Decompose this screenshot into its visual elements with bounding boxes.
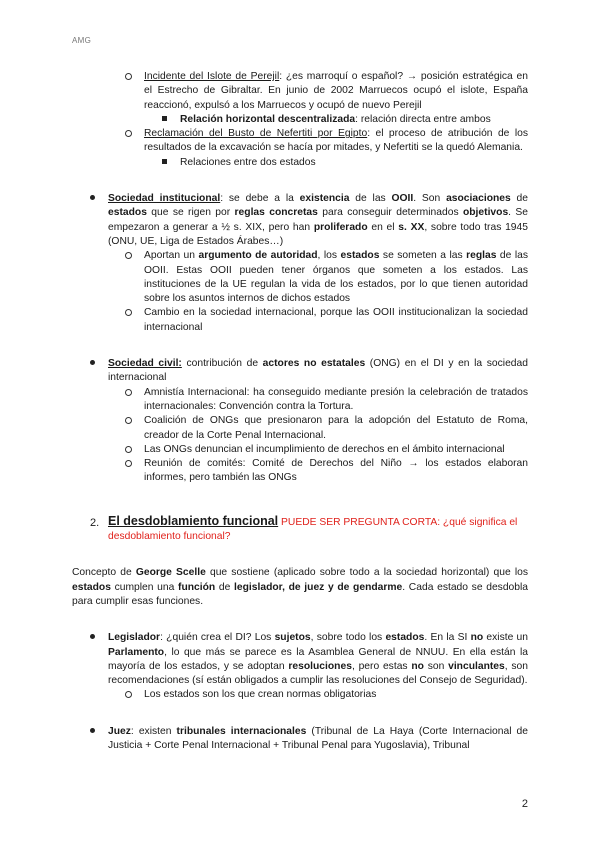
item-title: Sociedad civil: bbox=[108, 358, 182, 370]
hollow-bullet-icon bbox=[120, 414, 136, 428]
list-item bbox=[72, 457, 528, 486]
bullet-icon bbox=[84, 357, 100, 371]
list-item-sociedad-civil: Sociedad civil: contribución de actores no estatales (ONG) en el DI y en la sociedad internacional bbox=[72, 357, 528, 386]
item-text: Cambio en la sociedad internacional, porque las OOII institucionalizan la sociedad internacional bbox=[144, 307, 528, 333]
list-item-juez: Juez: existen tribunales internacionales (Tribunal de La Haya (Corte Internacional de Justicia + Corte Penal Internacional + Tribunal Penal para Yugoslavia), Tribunal bbox=[72, 725, 528, 754]
hollow-bullet-icon bbox=[120, 127, 136, 141]
list-item-relaciones bbox=[72, 156, 528, 170]
page-header: AMG bbox=[72, 36, 92, 45]
item-bold: Relación horizontal descentralizada bbox=[180, 113, 356, 125]
hollow-bullet-icon bbox=[120, 443, 136, 457]
list-item-normas bbox=[72, 688, 528, 702]
section-number: 2. bbox=[90, 516, 100, 529]
item-title: Juez bbox=[108, 725, 131, 737]
list-item bbox=[72, 414, 528, 443]
list-item-nefertiti bbox=[72, 127, 528, 156]
item-text: Coalición de ONGs que presionaron para la adopción del Estatuto de Roma, creador de la Corte Penal Internacional. bbox=[144, 415, 528, 441]
page-content bbox=[72, 70, 528, 753]
list-item-sociedad-institucional: Sociedad institucional: se debe a la existencia de las OOII. Son asociaciones de estados que se rigen por reglas concretas para conseguir determinados objetivos. Se empezaron a generar a ½ s. XIX, pero han proliferado en el s. XX, sobre todo tras 1945 (ONU, UE, Liga de Estados Árabes…) bbox=[72, 192, 528, 249]
list-item-legislador: Legislador: ¿quién crea el DI? Los sujetos, sobre todo los estados. En la SI no existe un Parlamento, lo que más se parece es la Asamblea General de NNUU. En ella están la mayoría de los estados, y se adoptan resoluciones, pero estas no son vinculantes, son recomendaciones (sí están obligados a cumplir las resoluciones del Consejo de Seguridad). bbox=[72, 631, 528, 688]
item-text: Los estados son los que crean normas obligatorias bbox=[144, 689, 377, 701]
list-item-perejil bbox=[72, 70, 528, 113]
hollow-bullet-icon bbox=[120, 249, 136, 263]
list-item bbox=[72, 443, 528, 457]
item-title: Reclamación del Busto de Nefertiti por Egipto bbox=[144, 128, 368, 140]
item-text: Relaciones entre dos estados bbox=[180, 156, 316, 168]
item-title: Legislador bbox=[108, 632, 161, 644]
list-item bbox=[72, 386, 528, 415]
item-text: : relación directa entre ambos bbox=[355, 113, 491, 125]
bullet-icon bbox=[84, 725, 100, 739]
square-bullet-icon bbox=[156, 156, 172, 170]
section-note: PUEDE SER PREGUNTA CORTA: ¿qué significa el desdoblamiento funcional? bbox=[108, 516, 518, 543]
bullet-icon bbox=[84, 192, 100, 206]
item-text: Reunión de comités: Comité de Derechos del Niño → los estados elaboran informes, pero también las ONGs bbox=[144, 458, 528, 484]
hollow-bullet-icon bbox=[120, 457, 136, 471]
list-item-autoridad: Aportan un argumento de autoridad, los estados se someten a las reglas de las OOII. Estas OOII pueden tener órganos que someten a los estados. Las instituciones de la UE regulan la vida de los estados, por lo que tienen autoridad sobre los asuntos internos de dichos estados bbox=[72, 249, 528, 306]
bullet-icon bbox=[84, 631, 100, 645]
hollow-bullet-icon bbox=[120, 688, 136, 702]
item-title: Sociedad institucional bbox=[108, 193, 221, 205]
list-item-cambio bbox=[72, 306, 528, 335]
section-title: El desdoblamiento funcional bbox=[108, 513, 279, 528]
page-number: 2 bbox=[521, 798, 528, 810]
item-text: Las ONGs denuncian el incumplimiento de derechos en el ámbito internacional bbox=[144, 443, 505, 455]
square-bullet-icon bbox=[156, 113, 172, 127]
item-text: Amnistía Internacional: ha conseguido mediante presión la celebración de tratados internacionales: Convención contra la Tortura. bbox=[144, 386, 528, 412]
section-heading bbox=[72, 514, 528, 545]
item-text: : el proceso de atribución de los resultados de la excavación se hacía por mitades, y Nefertiti se la quedó Alemania. bbox=[144, 128, 528, 154]
item-text: : ¿es marroquí o español? → posición estratégica en el Estrecho de Gibraltar. En junio de 2002 Marruecos ocupó el islote, España reaccionó, expulsó a los Marruecos y ocupó de nuevo Perejil bbox=[144, 71, 528, 111]
hollow-bullet-icon bbox=[120, 70, 136, 84]
item-title: Incidente del Islote de Perejil bbox=[144, 71, 280, 82]
hollow-bullet-icon bbox=[120, 386, 136, 400]
concept-paragraph: Concepto de George Scelle que sostiene (aplicado sobre todo a la sociedad horizontal) que los estados cumplen una función de legislador, de juez y de gendarme. Cada estado se desdobla para cumplir esas funciones. bbox=[72, 567, 529, 607]
hollow-bullet-icon bbox=[120, 306, 136, 320]
list-item-horizontal bbox=[72, 113, 528, 127]
